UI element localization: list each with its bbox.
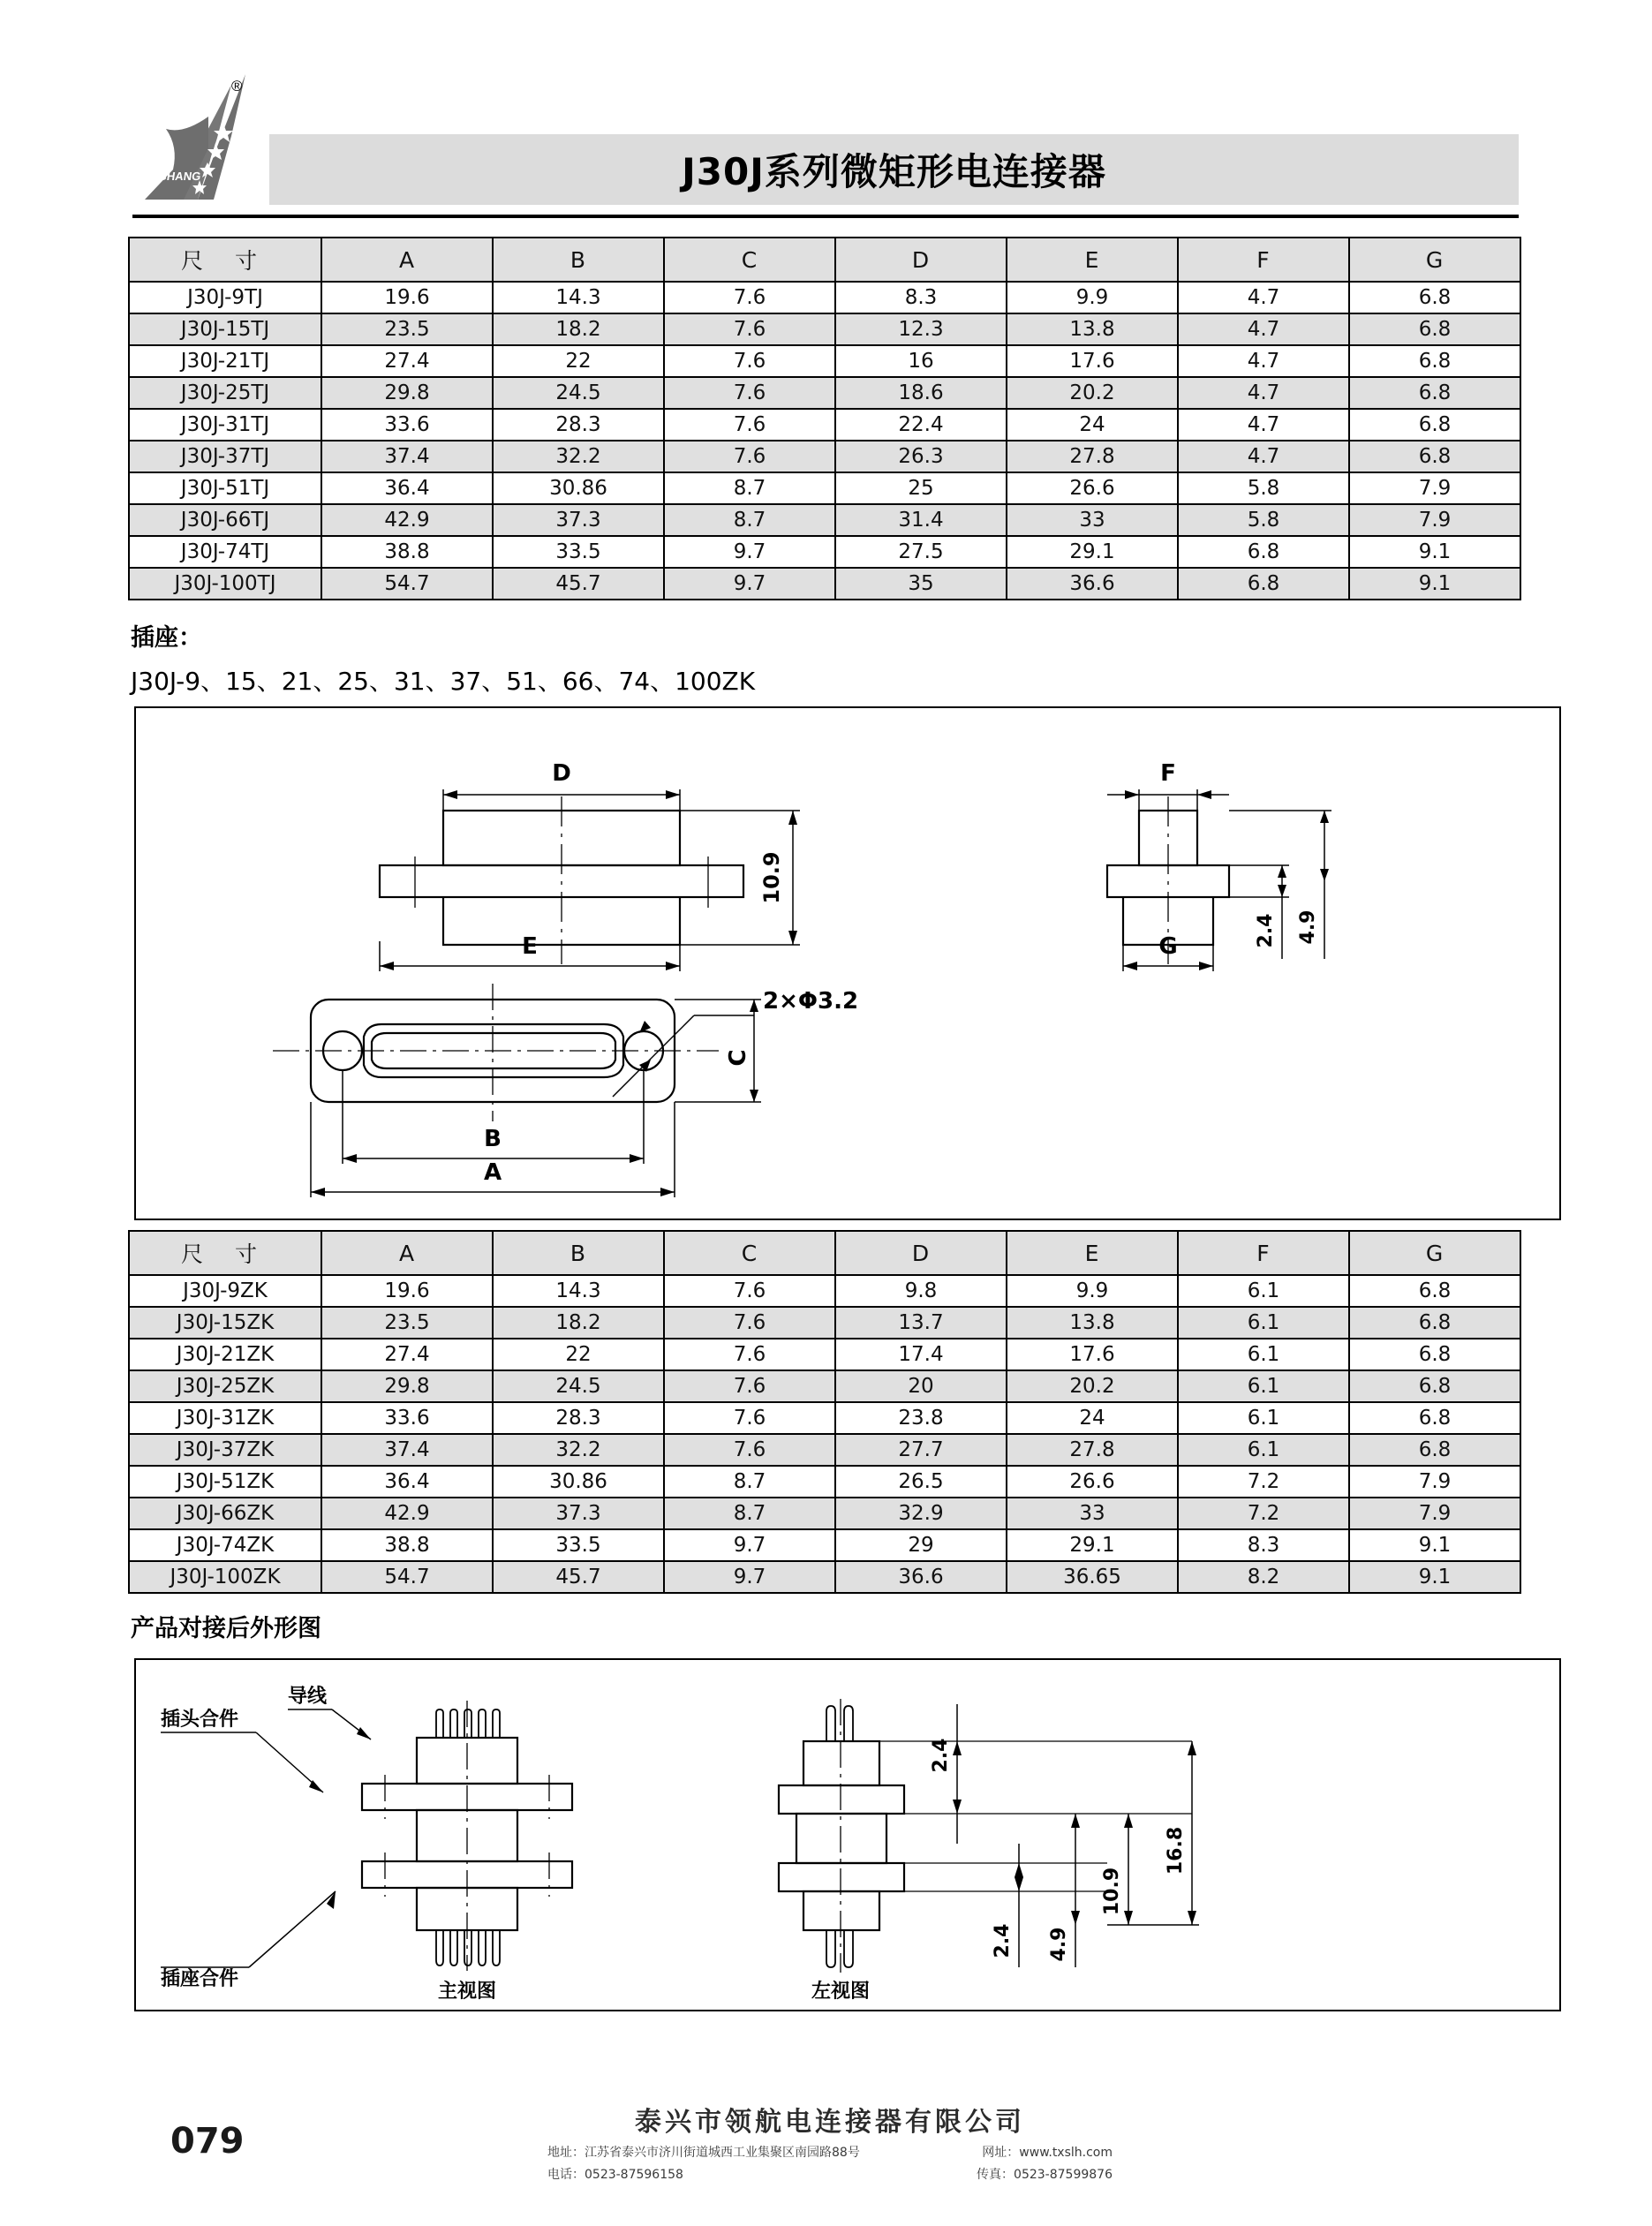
cell-value: 27.8 [1007, 441, 1178, 472]
cell-model: J30J-25ZK [129, 1370, 321, 1402]
cell-value: 7.6 [664, 441, 835, 472]
column-header-dimension: 尺 寸 [129, 1231, 321, 1275]
cell-value: 18.2 [493, 313, 664, 345]
cell-value: 23.5 [321, 313, 493, 345]
cell-value: 32.2 [493, 441, 664, 472]
cell-value: 6.8 [1349, 282, 1520, 313]
cell-value: 5.8 [1178, 504, 1349, 536]
cell-value: 32.2 [493, 1434, 664, 1466]
footer-website: 网址：www.txslh.com [982, 2146, 1113, 2160]
cell-value: 6.1 [1178, 1339, 1349, 1370]
cell-value: 9.9 [1007, 282, 1178, 313]
cell-value: 13.8 [1007, 1307, 1178, 1339]
cell-value: 18.6 [835, 377, 1007, 409]
cell-value: 24 [1007, 1402, 1178, 1434]
cell-value: 27.7 [835, 1434, 1007, 1466]
mated-dim-mid: 4.9 [1048, 1927, 1070, 1962]
cell-value: 7.6 [664, 1402, 835, 1434]
cell-model: J30J-15ZK [129, 1307, 321, 1339]
logo-wordmark: LINGHANG [138, 170, 202, 183]
cell-model: J30J-51ZK [129, 1466, 321, 1498]
cell-value: 17.6 [1007, 345, 1178, 377]
cell-value: 6.8 [1349, 1402, 1520, 1434]
cell-value: 29 [835, 1529, 1007, 1561]
cell-value: 29.8 [321, 377, 493, 409]
table-row [129, 282, 1520, 313]
cell-value: 7.6 [664, 1275, 835, 1307]
cell-model: J30J-21TJ [129, 345, 321, 377]
footer-contact-row [547, 2165, 1113, 2183]
cell-value: 16 [835, 345, 1007, 377]
column-header-g: G [1349, 1231, 1520, 1275]
cell-value: 9.1 [1349, 1529, 1520, 1561]
cell-value: 4.7 [1178, 345, 1349, 377]
table-row [129, 504, 1520, 536]
cell-value: 26.6 [1007, 472, 1178, 504]
plan-view-dim-b: B [484, 1126, 502, 1152]
cell-value: 6.1 [1178, 1402, 1349, 1434]
registered-trademark-icon: ® [231, 78, 243, 94]
footer-company-name: 泰兴市领航电连接器有限公司 [635, 2107, 1025, 2138]
cell-value: 22.4 [835, 409, 1007, 441]
footer-address: 地址：江苏省泰兴市济川街道城西工业集聚区南园路88号 [547, 2146, 860, 2160]
company-logo [132, 71, 278, 205]
dimensions-table-zk [128, 1230, 1521, 1594]
cell-value: 6.8 [1349, 1307, 1520, 1339]
table-row [129, 1370, 1520, 1402]
column-header-f: F [1178, 1231, 1349, 1275]
cell-value: 9.1 [1349, 1561, 1520, 1593]
cell-value: 13.8 [1007, 313, 1178, 345]
table-row [129, 1434, 1520, 1466]
column-header-b: B [493, 238, 664, 282]
cell-value: 17.6 [1007, 1339, 1178, 1370]
table-row [129, 472, 1520, 504]
cell-model: J30J-66TJ [129, 504, 321, 536]
cell-value: 19.6 [321, 282, 493, 313]
cell-value: 37.3 [493, 1498, 664, 1529]
cell-value: 6.1 [1178, 1434, 1349, 1466]
cell-value: 25 [835, 472, 1007, 504]
mated-dim-top-gap: 2.4 [930, 1738, 952, 1773]
cell-value: 9.8 [835, 1275, 1007, 1307]
cell-value: 29.1 [1007, 1529, 1178, 1561]
cell-model: J30J-37TJ [129, 441, 321, 472]
table-row [129, 1498, 1520, 1529]
column-header-dimension: 尺 寸 [129, 238, 321, 282]
cell-model: J30J-100TJ [129, 568, 321, 600]
mated-dim-total: 16.8 [1165, 1826, 1187, 1875]
cell-value: 29.8 [321, 1370, 493, 1402]
column-header-e: E [1007, 238, 1178, 282]
cell-value: 23.8 [835, 1402, 1007, 1434]
front-view-dim-e: E [522, 933, 538, 960]
table-row [129, 1339, 1520, 1370]
cell-value: 36.6 [1007, 568, 1178, 600]
column-header-c: C [664, 238, 835, 282]
cell-value: 33.6 [321, 409, 493, 441]
cell-value: 45.7 [493, 1561, 664, 1593]
callout-plug-assembly: 插头合件 [161, 1709, 239, 1731]
cell-value: 7.6 [664, 1370, 835, 1402]
cell-value: 27.5 [835, 536, 1007, 568]
mated-dim-bottom-gap: 2.4 [992, 1923, 1014, 1958]
cell-value: 24.5 [493, 1370, 664, 1402]
cell-value: 23.5 [321, 1307, 493, 1339]
cell-value: 9.1 [1349, 536, 1520, 568]
cell-value: 28.3 [493, 409, 664, 441]
cell-value: 9.1 [1349, 568, 1520, 600]
cell-value: 9.9 [1007, 1275, 1178, 1307]
plan-view-dim-c: C [725, 1049, 751, 1067]
cell-value: 30.86 [493, 472, 664, 504]
cell-value: 33.5 [493, 1529, 664, 1561]
cell-value: 42.9 [321, 504, 493, 536]
table-row [129, 377, 1520, 409]
cell-value: 6.8 [1178, 536, 1349, 568]
front-view-dim-d: D [552, 760, 571, 787]
cell-value: 33.6 [321, 1402, 493, 1434]
cell-value: 37.4 [321, 1434, 493, 1466]
cell-model: J30J-25TJ [129, 377, 321, 409]
side-view-dim-2-4: 2.4 [1255, 913, 1277, 948]
mated-dim-body: 10.9 [1101, 1867, 1123, 1916]
side-view-dim-4-9: 4.9 [1297, 909, 1319, 945]
table-body [129, 1275, 1520, 1593]
table-row [129, 345, 1520, 377]
cell-value: 7.2 [1178, 1498, 1349, 1529]
cell-model: J30J-51TJ [129, 472, 321, 504]
cell-value: 27.4 [321, 1339, 493, 1370]
header-divider [132, 215, 1519, 218]
cell-value: 6.8 [1349, 1370, 1520, 1402]
cell-value: 7.9 [1349, 504, 1520, 536]
table-row [129, 1402, 1520, 1434]
cell-value: 6.1 [1178, 1307, 1349, 1339]
cell-model: J30J-9TJ [129, 282, 321, 313]
cell-model: J30J-66ZK [129, 1498, 321, 1529]
cell-value: 8.7 [664, 472, 835, 504]
cell-value: 6.8 [1178, 568, 1349, 600]
cell-value: 20.2 [1007, 1370, 1178, 1402]
cell-value: 7.9 [1349, 472, 1520, 504]
cell-model: J30J-74TJ [129, 536, 321, 568]
column-header-b: B [493, 1231, 664, 1275]
cell-model: J30J-100ZK [129, 1561, 321, 1593]
cell-value: 19.6 [321, 1275, 493, 1307]
cell-model: J30J-31ZK [129, 1402, 321, 1434]
cell-value: 20.2 [1007, 377, 1178, 409]
socket-section-label: 插座： [131, 624, 202, 652]
cell-value: 6.8 [1349, 1339, 1520, 1370]
table-header-row [129, 1231, 1520, 1275]
cell-value: 12.3 [835, 313, 1007, 345]
cell-value: 20 [835, 1370, 1007, 1402]
table-row [129, 441, 1520, 472]
cell-value: 4.7 [1178, 441, 1349, 472]
cell-value: 4.7 [1178, 377, 1349, 409]
plan-view-dim-a: A [483, 1159, 502, 1186]
cell-value: 5.8 [1178, 472, 1349, 504]
cell-value: 22 [493, 345, 664, 377]
cell-value: 6.8 [1349, 345, 1520, 377]
cell-value: 38.8 [321, 536, 493, 568]
cell-value: 6.8 [1349, 409, 1520, 441]
cell-value: 9.7 [664, 1561, 835, 1593]
cell-value: 22 [493, 1339, 664, 1370]
cell-value: 4.7 [1178, 409, 1349, 441]
cell-value: 6.8 [1349, 377, 1520, 409]
callout-wire: 导线 [288, 1686, 328, 1708]
cell-value: 14.3 [493, 1275, 664, 1307]
cell-value: 35 [835, 568, 1007, 600]
cell-value: 6.8 [1349, 1434, 1520, 1466]
front-view-dim-height: 10.9 [759, 851, 784, 904]
socket-drawing-frame [134, 706, 1561, 1220]
column-header-f: F [1178, 238, 1349, 282]
column-header-d: D [835, 238, 1007, 282]
cell-value: 33 [1007, 504, 1178, 536]
view-name-left: 左视图 [811, 1981, 871, 2003]
cell-value: 36.4 [321, 1466, 493, 1498]
page-number: 079 [170, 2121, 245, 2162]
cell-value: 37.3 [493, 504, 664, 536]
cell-value: 7.6 [664, 377, 835, 409]
cell-value: 24 [1007, 409, 1178, 441]
footer-phone: 电话：0523-87596158 [547, 2168, 683, 2182]
column-header-a: A [321, 1231, 493, 1275]
cell-value: 54.7 [321, 568, 493, 600]
cell-value: 26.3 [835, 441, 1007, 472]
cell-model: J30J-21ZK [129, 1339, 321, 1370]
cell-value: 7.6 [664, 345, 835, 377]
cell-value: 42.9 [321, 1498, 493, 1529]
cell-value: 8.3 [1178, 1529, 1349, 1561]
cell-value: 7.6 [664, 282, 835, 313]
cell-value: 27.8 [1007, 1434, 1178, 1466]
footer-address-row [547, 2143, 1113, 2161]
cell-value: 8.7 [664, 1498, 835, 1529]
cell-value: 7.6 [664, 1339, 835, 1370]
table-row [129, 1529, 1520, 1561]
cell-value: 54.7 [321, 1561, 493, 1593]
footer [547, 2100, 1113, 2183]
page-title: J30J系列微矩形电连接器 [682, 150, 1106, 193]
callout-socket-assembly: 插座合件 [161, 1968, 239, 1990]
cell-value: 26.6 [1007, 1466, 1178, 1498]
socket-technical-drawing [136, 708, 1559, 1219]
cell-value: 8.7 [664, 504, 835, 536]
mated-drawing-frame [134, 1658, 1561, 2011]
table-row [129, 568, 1520, 600]
side-view-dim-g: G [1158, 933, 1178, 960]
cell-value: 45.7 [493, 568, 664, 600]
table-row [129, 313, 1520, 345]
cell-value: 33 [1007, 1498, 1178, 1529]
cell-value: 7.6 [664, 1307, 835, 1339]
dimensions-table-tj [128, 237, 1521, 600]
cell-value: 9.7 [664, 1529, 835, 1561]
cell-value: 27.4 [321, 345, 493, 377]
cell-value: 7.6 [664, 1434, 835, 1466]
table-row [129, 409, 1520, 441]
cell-value: 7.6 [664, 409, 835, 441]
cell-value: 8.7 [664, 1466, 835, 1498]
table-header-row [129, 238, 1520, 282]
cell-value: 7.6 [664, 313, 835, 345]
table-row [129, 536, 1520, 568]
socket-model-list: J30J-9、15、21、25、31、37、51、66、74、100ZK [131, 667, 756, 696]
side-view-dim-f: F [1160, 760, 1176, 787]
cell-value: 24.5 [493, 377, 664, 409]
cell-value: 13.7 [835, 1307, 1007, 1339]
cell-value: 8.2 [1178, 1561, 1349, 1593]
cell-value: 31.4 [835, 504, 1007, 536]
cell-value: 9.7 [664, 536, 835, 568]
column-header-e: E [1007, 1231, 1178, 1275]
table-row [129, 1466, 1520, 1498]
cell-value: 9.7 [664, 568, 835, 600]
cell-value: 4.7 [1178, 313, 1349, 345]
cell-model: J30J-31TJ [129, 409, 321, 441]
cell-value: 6.8 [1349, 1275, 1520, 1307]
cell-value: 8.3 [835, 282, 1007, 313]
cell-value: 36.6 [835, 1561, 1007, 1593]
cell-value: 17.4 [835, 1339, 1007, 1370]
mated-technical-drawing [136, 1660, 1559, 2010]
cell-value: 26.5 [835, 1466, 1007, 1498]
page-header [132, 78, 1519, 205]
cell-model: J30J-74ZK [129, 1529, 321, 1561]
cell-value: 6.1 [1178, 1275, 1349, 1307]
cell-value: 6.8 [1349, 313, 1520, 345]
cell-value: 36.65 [1007, 1561, 1178, 1593]
cell-value: 6.1 [1178, 1370, 1349, 1402]
cell-value: 28.3 [493, 1402, 664, 1434]
plan-view-hole-note: 2×Φ3.2 [763, 988, 859, 1015]
cell-value: 38.8 [321, 1529, 493, 1561]
table-row [129, 1275, 1520, 1307]
column-header-c: C [664, 1231, 835, 1275]
cell-value: 14.3 [493, 282, 664, 313]
cell-value: 36.4 [321, 472, 493, 504]
table-body [129, 282, 1520, 600]
cell-value: 32.9 [835, 1498, 1007, 1529]
cell-value: 6.8 [1349, 441, 1520, 472]
cell-model: J30J-15TJ [129, 313, 321, 345]
cell-value: 4.7 [1178, 282, 1349, 313]
column-header-d: D [835, 1231, 1007, 1275]
table-row [129, 1307, 1520, 1339]
cell-value: 18.2 [493, 1307, 664, 1339]
cell-value: 7.9 [1349, 1466, 1520, 1498]
mated-section-label: 产品对接后外形图 [131, 1615, 321, 1642]
cell-value: 7.2 [1178, 1466, 1349, 1498]
column-header-a: A [321, 238, 493, 282]
cell-model: J30J-9ZK [129, 1275, 321, 1307]
cell-value: 37.4 [321, 441, 493, 472]
cell-model: J30J-37ZK [129, 1434, 321, 1466]
column-header-g: G [1349, 238, 1520, 282]
cell-value: 29.1 [1007, 536, 1178, 568]
view-name-front: 主视图 [437, 1981, 497, 2003]
footer-fax: 传真：0523-87599876 [977, 2168, 1113, 2182]
table-row [129, 1561, 1520, 1593]
cell-value: 7.9 [1349, 1498, 1520, 1529]
cell-value: 33.5 [493, 536, 664, 568]
cell-value: 30.86 [493, 1466, 664, 1498]
